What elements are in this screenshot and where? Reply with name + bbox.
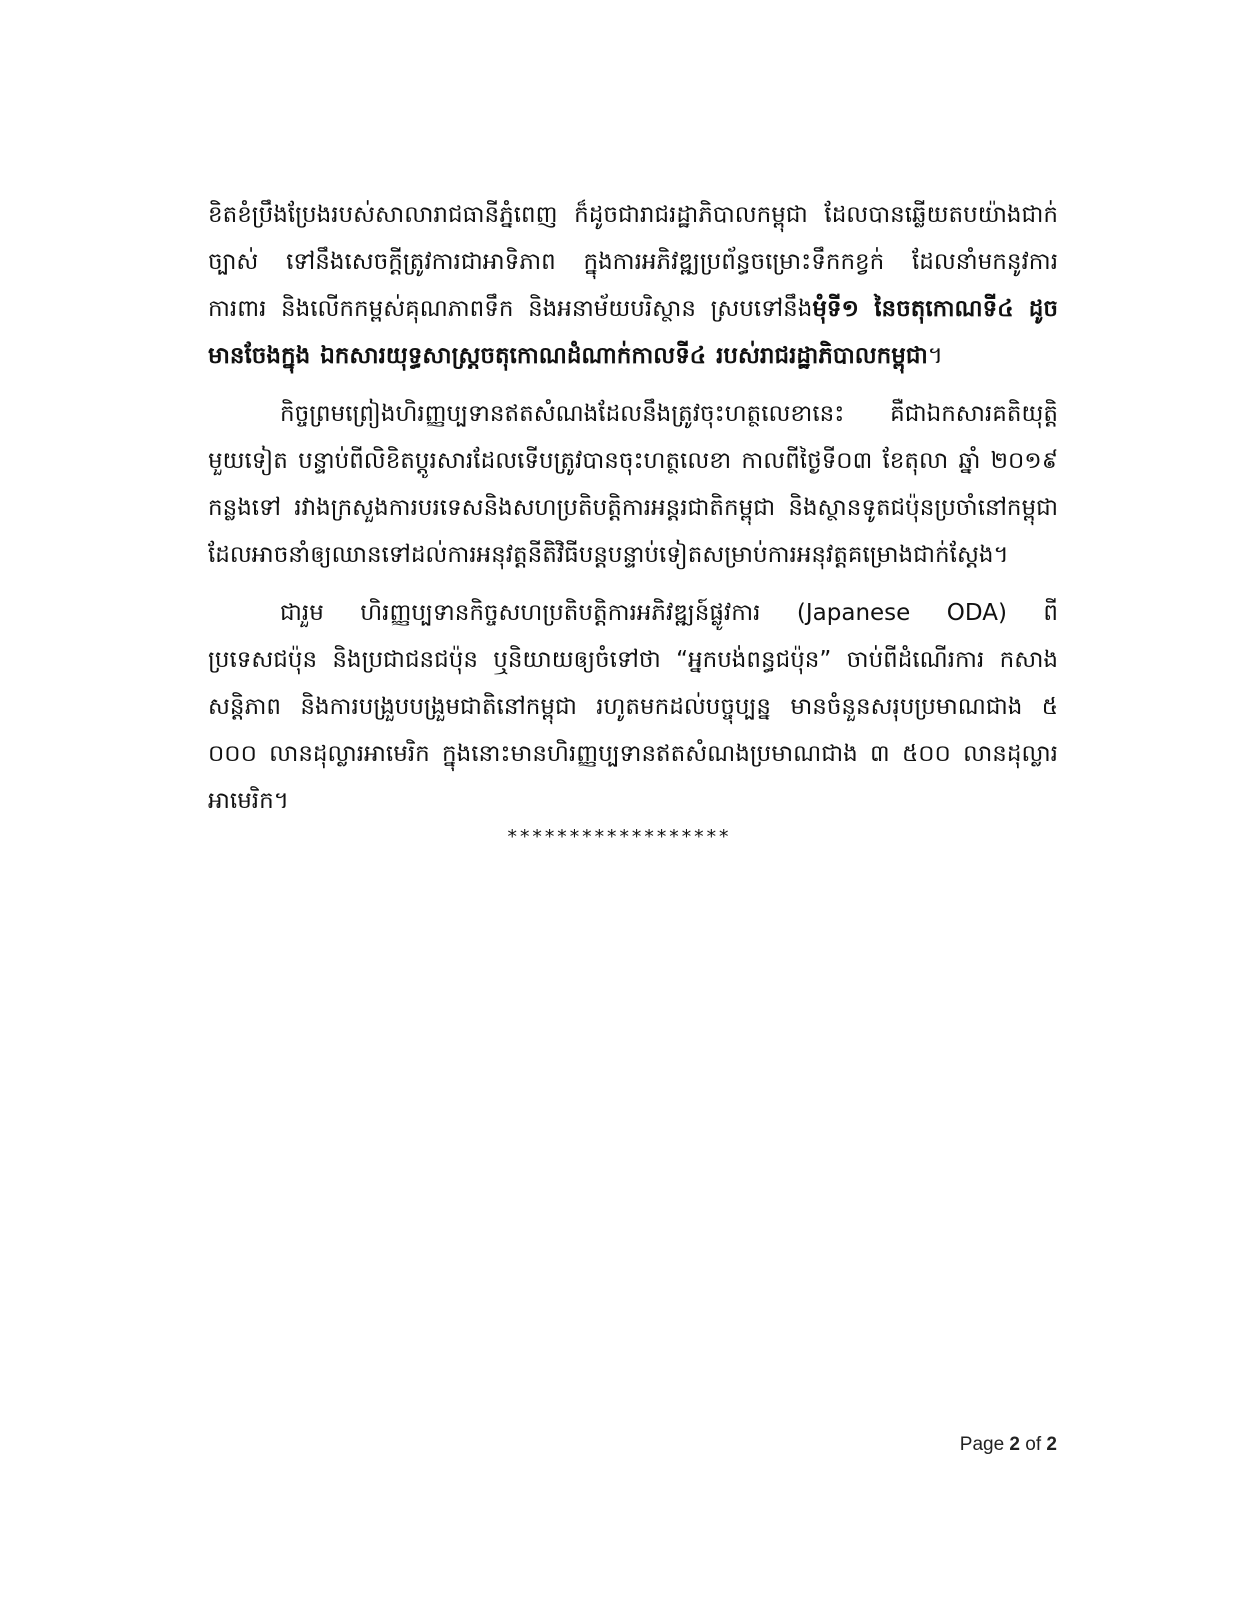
paragraph-2: កិច្ចព្រមព្រៀងហិរញ្ញប្បទានឥតសំណងដែលនឹងត្រូវចុះហត្ថលេខានេះ គឺជាឯកសារគតិយុត្តិមួយទៀត បន្ទាប់ពីលិខិតប្តូរសារដែលទើបត្រូវបានចុះហត្ថលេខា កាលពីថ្ងៃទី០៣ ខែតុលា ឆ្នាំ ២០១៩ កន្លងទៅ រវាងក្រសួងការបរទេសនិងសហប្រតិបត្តិការអន្តរជាតិកម្ពុជា និងស្ថានទូតជប៉ុនប្រចាំនៅកម្ពុជា ដែលអាចនាំឲ្យឈានទៅដល់ការអនុវត្តនីតិវិធីបន្តបន្ទាប់ទៀតសម្រាប់ការអនុវត្តគម្រោងជាក់ស្តែង។ <box>208 401 1058 568</box>
paragraph-1 <box>208 192 1058 380</box>
total-page-number: 2 <box>1046 1434 1057 1455</box>
page-number-footer <box>960 1434 1057 1456</box>
current-page-number: 2 <box>1009 1434 1020 1455</box>
section-separator: ****************** <box>506 826 731 848</box>
paragraph-1-bold-text: មុំទី១ នៃចតុកោណទី៤ ដូចមានចែងក្នុង ឯកសារយុទ្ធសាស្ត្រចតុកោណដំណាក់កាលទី៤ របស់រាជរដ្ឋាភិបាលកម្ពុជា <box>208 296 1058 369</box>
paragraph-1-end: ។ <box>927 343 943 369</box>
of-word: of <box>1025 1434 1042 1455</box>
document-body <box>208 192 1058 825</box>
paragraph-1-text: ខិតខំប្រឹងប្រែងរបស់សាលារាជធានីភ្នំពេញ ក៏ដូចជារាជរដ្ឋាភិបាលកម្ពុជា ដែលបានឆ្លើយតបយ៉ាងជាក់ច្បាស់ ទៅនឹងសេចក្តីត្រូវការជាអាទិភាព ក្នុងការអភិវឌ្ឍប្រព័ន្ធចម្រោះទឹកកខ្វក់ ដែលនាំមកនូវការការពារ និងលើកកម្ពស់គុណភាពទឹក និងអនាម័យបរិស្ថាន ស្របទៅនឹង <box>208 202 1058 322</box>
paragraph-3: ជារួម ហិរញ្ញប្បទានកិច្ចសហប្រតិបត្តិការអភិវឌ្ឍន៍ផ្លូវការ (Japanese ODA) ពីប្រទេសជប៉ុន និងប្រជាជនជប៉ុន ឬនិយាយឲ្យចំទៅថា “អ្នកបង់ពន្ធជប៉ុន” ចាប់ពីដំណើរការ កសាងសន្តិភាព និងការបង្រួបបង្រួមជាតិនៅកម្ពុជា រហូតមកដល់បច្ចុប្បន្ន មានចំនួនសរុបប្រមាណជាង ៥ ០០០ លានដុល្លារអាមេរិក ក្នុងនោះមានហិរញ្ញប្បទានឥតសំណងប្រមាណជាង ៣ ៥០០ លានដុល្លារអាមេរិក។ <box>208 600 1058 814</box>
page-word: Page <box>959 1434 1005 1455</box>
